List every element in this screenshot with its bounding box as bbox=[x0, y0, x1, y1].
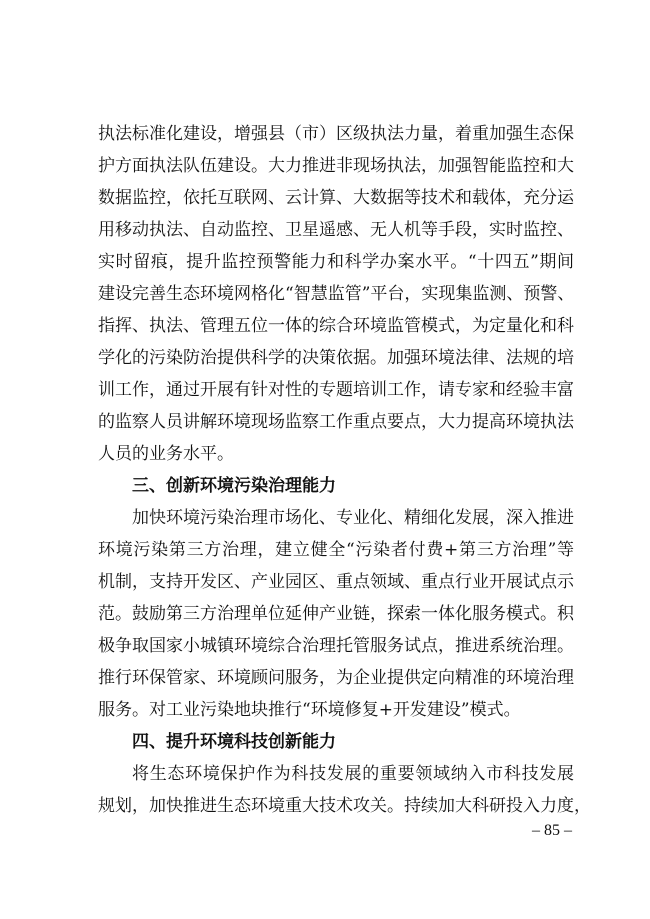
text-line: 训工作，通过开展有针对性的专题培训工作，请专家和经验丰富 bbox=[98, 380, 574, 400]
text-line: 建设完善生态环境网格化“智慧监管”平台，实现集监测、预警、 bbox=[98, 284, 575, 304]
text-line: 将生态环境保护作为科技发展的重要领域纳入市科技发展 bbox=[132, 764, 574, 784]
text-line: 环境污染第三方治理，建立健全“污染者付费+第三方治理”等 bbox=[98, 540, 574, 560]
text-line: 执法标准化建设，增强县（市）区级执法力量，着重加强生态保 bbox=[98, 124, 574, 144]
text-line: 数据监控，依托互联网、云计算、大数据等技术和载体，充分运 bbox=[98, 188, 574, 208]
text-line: 指挥、执法、管理五位一体的综合环境监管模式，为定量化和科 bbox=[98, 316, 574, 336]
text-line: 实时留痕，提升监控预警能力和科学办案水平。“十四五”期间 bbox=[98, 252, 574, 272]
text-line: 学化的污染防治提供科学的决策依据。加强环境法律、法规的培 bbox=[98, 348, 574, 368]
text-line: 人员的业务水平。 bbox=[98, 444, 234, 464]
text-line: 用移动执法、自动监控、卫星遥感、无人机等手段，实时监控、 bbox=[98, 220, 574, 240]
text-line: 护方面执法队伍建设。大力推进非现场执法，加强智能监控和大 bbox=[98, 156, 574, 176]
text-line: 机制，支持开发区、产业园区、重点领域、重点行业开展试点示 bbox=[98, 572, 574, 592]
text-line: 推行环保管家、环境顾问服务，为企业提供定向精准的环境治理 bbox=[98, 668, 574, 688]
text-line: 极争取国家小城镇环境综合治理托管服务试点，推进系统治理。 bbox=[98, 636, 574, 656]
text-line: 的监察人员讲解环境现场监察工作重点要点，大力提高环境执法 bbox=[98, 412, 574, 432]
text-line: 范。鼓励第三方治理单位延伸产业链，探索一体化服务模式。积 bbox=[98, 604, 574, 624]
text-line: 服务。对工业污染地块推行“环境修复+开发建设”模式。 bbox=[98, 700, 521, 720]
section-3 bbox=[98, 470, 574, 726]
section-heading: 四、提升环境科技创新能力 bbox=[132, 732, 336, 752]
paragraph-law-enforcement bbox=[98, 118, 574, 470]
section-4 bbox=[98, 726, 591, 822]
text-line: 加快环境污染治理市场化、专业化、精细化发展，深入推进 bbox=[132, 508, 574, 528]
page-number: – 85 – bbox=[532, 822, 572, 839]
section-heading: 三、创新环境污染治理能力 bbox=[132, 476, 336, 496]
text-line: 规划，加快推进生态环境重大技术攻关。持续加大科研投入力度， bbox=[98, 796, 591, 816]
